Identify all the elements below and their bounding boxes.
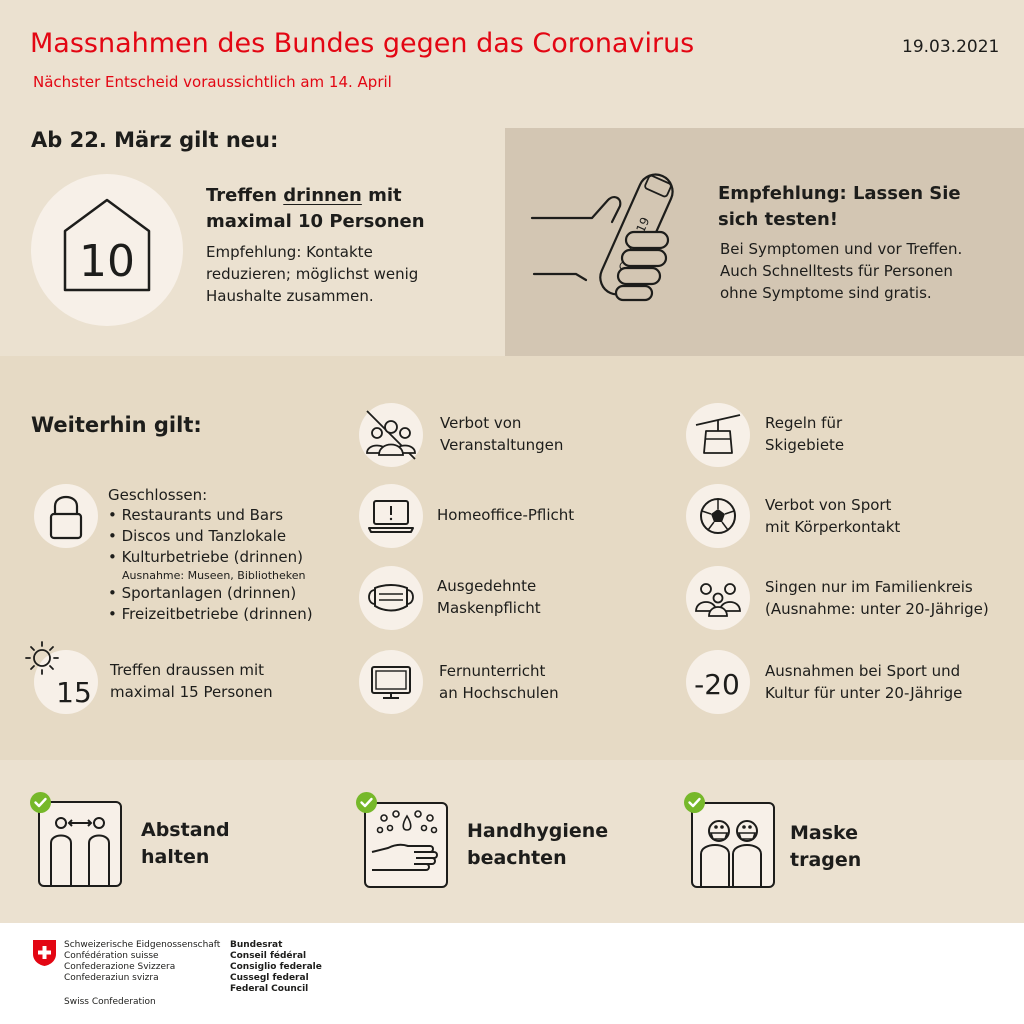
continued-heading: Weiterhin gilt: [31, 413, 202, 437]
check-icon [30, 792, 51, 813]
under20-line1: Ausnahmen bei Sport und [765, 662, 961, 680]
meetings-lead-underlined: drinnen [283, 185, 362, 206]
list-item: • Freizeitbetriebe (drinnen) [108, 605, 313, 623]
ski-line1: Regeln für [765, 414, 843, 432]
padlock-icon [34, 484, 98, 548]
sun-number: 15 [56, 676, 92, 709]
masks-line2: Maskenpflicht [437, 599, 541, 617]
testing-lead: Empfehlung: Lassen Sie sich testen! [718, 183, 961, 230]
list-item: • Discos und Tanzlokale [108, 527, 287, 545]
page-title: Massnahmen des Bundes gegen das Coronavirus [30, 28, 695, 59]
page-subtitle: Nächster Entscheid voraussichtlich am 14. April [33, 73, 392, 91]
list-item: • Kulturbetriebe (drinnen) [108, 548, 303, 566]
list-item-note: Ausnahme: Museen, Bibliotheken [122, 569, 306, 582]
remote-line2: an Hochschulen [439, 684, 559, 702]
list-item: • Restaurants und Bars [108, 506, 284, 524]
basics-label: Maske tragen [790, 822, 862, 871]
masked-people-icon [691, 802, 775, 888]
monitor-icon [359, 650, 423, 714]
crowd-crossed-icon [359, 403, 423, 467]
meetings-lead: Treffen drinnen mit maximal 10 Personen [206, 185, 425, 232]
homeoffice-line1: Homeoffice-Pflicht [437, 506, 575, 524]
under20-line2: Kultur für unter 20-Jährige [765, 684, 963, 702]
confederation-names: Schweizerische Eidgenossenschaft Confédération suisse Confederazione Svizzera Confederaziun svizra [64, 940, 221, 983]
covid-test-tube-hand-icon [530, 170, 690, 304]
new-rules-heading: Ab 22. März gilt neu: [31, 128, 279, 152]
minus-20-icon [686, 650, 750, 714]
distance-people-icon [38, 801, 122, 887]
laptop-warning-icon [359, 484, 423, 548]
remote-line1: Fernunterricht [439, 662, 546, 680]
publication-date: 19.03.2021 [902, 37, 1000, 57]
outdoor-line2: maximal 15 Personen [110, 683, 273, 701]
federal-council-names: Bundesrat Conseil fédéral Consiglio federale Cussegl federal Federal Council [230, 940, 322, 994]
masks-line1: Ausgedehnte [437, 577, 537, 595]
singing-line2: (Ausnahme: unter 20-Jährige) [765, 600, 989, 618]
closed-label: Geschlossen: [108, 486, 208, 504]
meetings-text: Empfehlung: Kontakte reduzieren; möglichst wenig Haushalte zusammen. [206, 243, 419, 305]
ski-line2: Skigebiete [765, 436, 845, 454]
swiss-flag-icon [32, 939, 57, 967]
football-icon [686, 484, 750, 548]
family-group-icon [686, 566, 750, 630]
events-line1: Verbot von [440, 414, 522, 432]
singing-line1: Singen nur im Familienkreis [765, 578, 973, 596]
sun-15-icon [22, 636, 102, 716]
testing-text: Bei Symptomen und vor Treffen. Auch Schnelltests für Personen ohne Symptome sind gratis. [720, 240, 963, 302]
closed-list [108, 505, 313, 625]
outdoor-line1: Treffen draussen mit [110, 661, 265, 679]
events-line2: Veranstaltungen [440, 436, 564, 454]
house-number: 10 [79, 236, 135, 287]
cable-car-icon [686, 403, 750, 467]
basics-label: Abstand halten [141, 819, 230, 868]
check-icon [356, 792, 377, 813]
sport-line1: Verbot von Sport [765, 496, 892, 514]
check-icon [684, 792, 705, 813]
list-item: • Sportanlagen (drinnen) [108, 584, 297, 602]
face-mask-icon [359, 566, 423, 630]
sport-line2: mit Körperkontakt [765, 518, 901, 536]
confederation-english: Swiss Confederation [64, 997, 156, 1007]
house-10-icon [31, 174, 183, 326]
minus-20-text: -20 [694, 668, 740, 701]
basics-label: Handhygiene beachten [467, 820, 609, 869]
hand-hygiene-icon [364, 802, 448, 888]
